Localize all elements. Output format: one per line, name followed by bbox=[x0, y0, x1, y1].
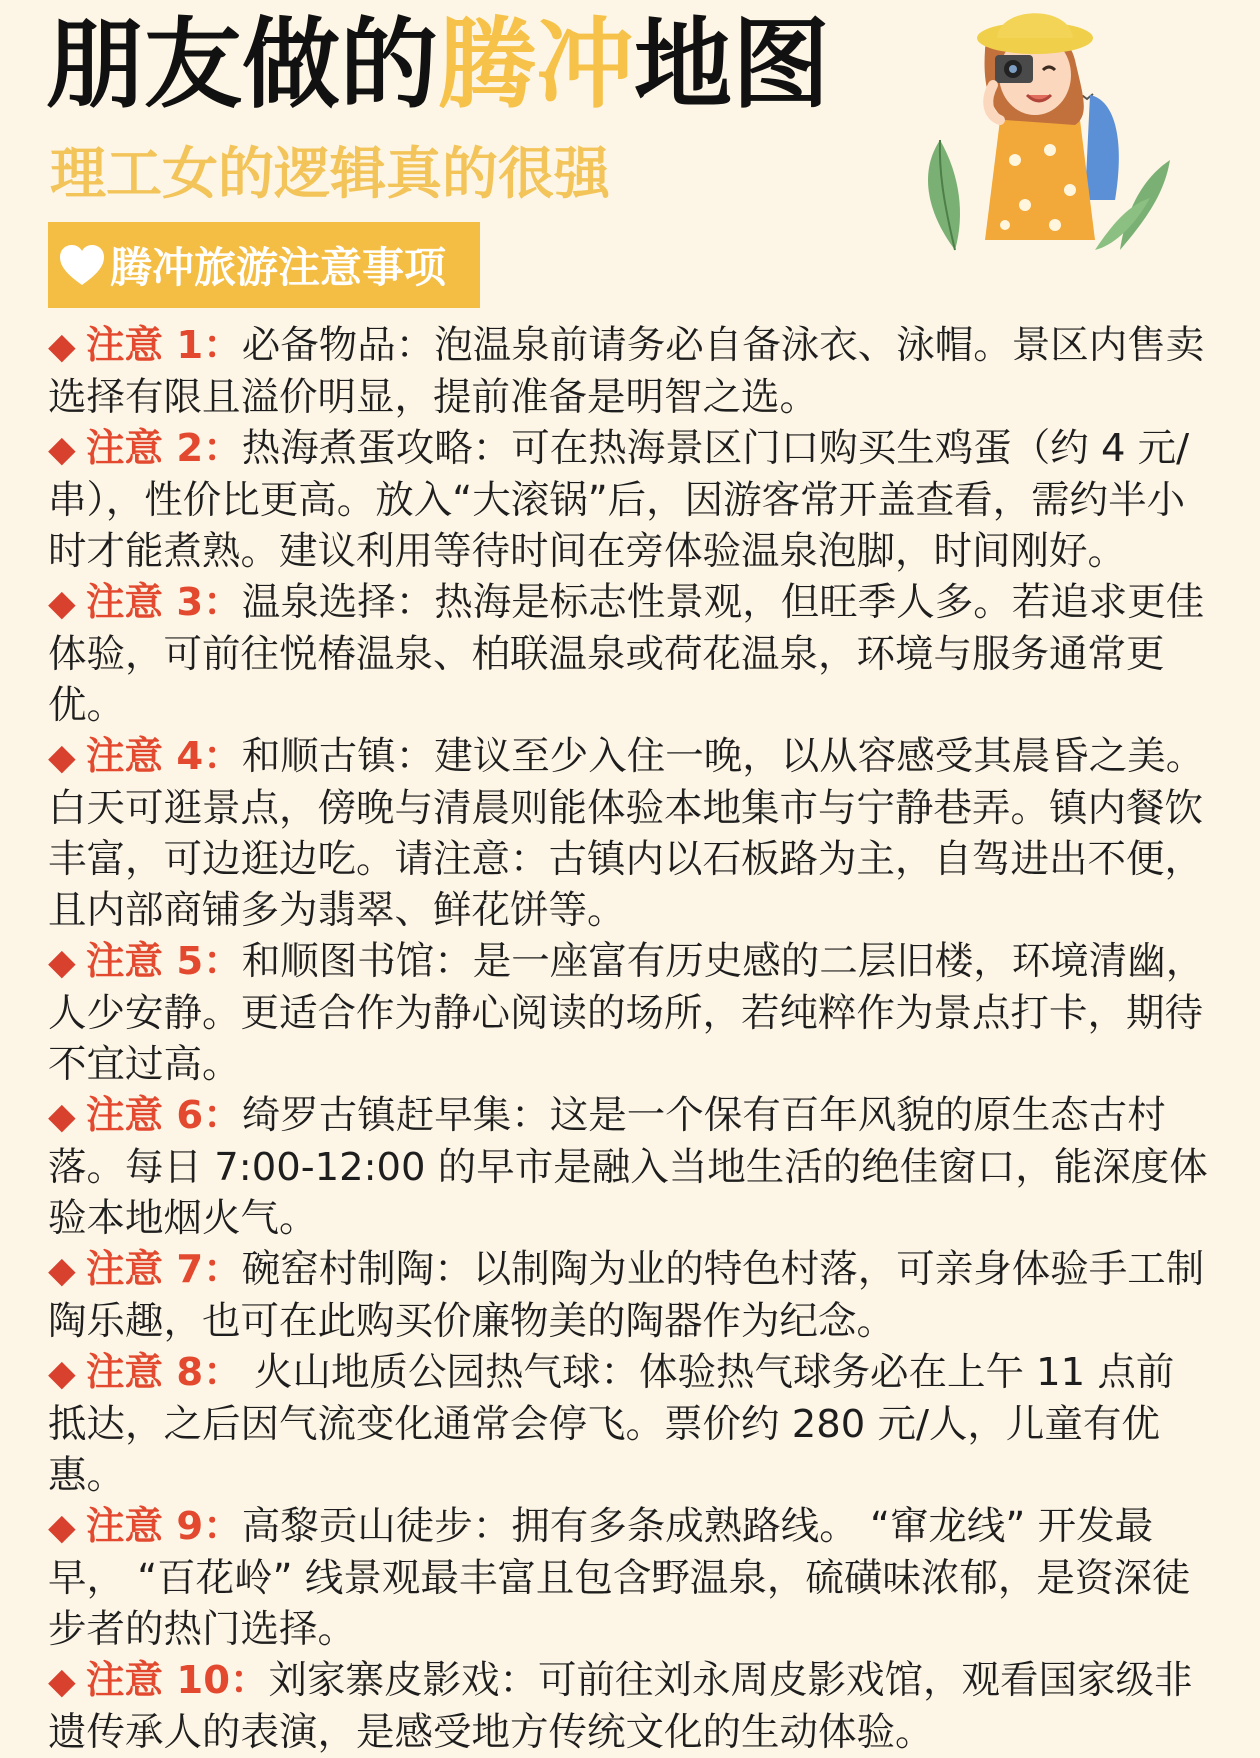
diamond-icon: ◆ bbox=[48, 429, 76, 470]
diamond-icon: ◆ bbox=[48, 1250, 76, 1291]
note-tag: 注意 4： bbox=[86, 734, 242, 779]
note-text: 热海煮蛋攻略：可在热海景区门口购买生鸡蛋（约 4 元/串），性价比更高。放入“大滚锅”后，因游客常开盖查看，需约半小时才能煮熟。建议利用等待时间在旁体验温泉泡脚，时间刚好。 bbox=[48, 426, 1190, 574]
note-text: 绮罗古镇赶早集：这是一个保有百年风貌的原生态古村落。每日 7:00-12:00 的早市是融入当地生活的绝佳窗口，能深度体验本地烟火气。 bbox=[48, 1093, 1208, 1241]
note-text: 和顺古镇：建议至少入住一晚，以从容感受其晨昏之美。白天可逛景点，傍晚与清晨则能体验本地集市与宁静巷弄。镇内餐饮丰富，可边逛边吃。请注意：古镇内以石板路为主，自驾进出不便，且内部商铺多为翡翠、鲜花饼等。 bbox=[48, 734, 1205, 933]
note-item bbox=[48, 423, 1208, 577]
note-tag: 注意 8： bbox=[86, 1350, 242, 1395]
diamond-icon: ◆ bbox=[48, 583, 76, 624]
note-tag: 注意 7： bbox=[86, 1247, 242, 1292]
note-tag: 注意 9： bbox=[86, 1504, 242, 1549]
page-title bbox=[46, 6, 830, 124]
section-label: 腾冲旅游注意事项 bbox=[110, 243, 447, 292]
title-part-1: 朋友做的 bbox=[46, 8, 439, 122]
note-tag: 注意 5： bbox=[86, 939, 242, 984]
diamond-icon: ◆ bbox=[48, 942, 76, 983]
diamond-icon: ◆ bbox=[48, 326, 76, 367]
note-item bbox=[48, 320, 1208, 423]
diamond-icon: ◆ bbox=[48, 1096, 76, 1137]
note-tag: 注意 1： bbox=[86, 323, 242, 368]
title-highlight: 腾冲 bbox=[438, 8, 635, 122]
note-item bbox=[48, 1347, 1208, 1501]
note-item bbox=[48, 1244, 1208, 1347]
note-text: 刘家寨皮影戏：可前往刘永周皮影戏馆，观看国家级非遗传承人的表演，是感受地方传统文化的生动体验。 bbox=[48, 1658, 1193, 1755]
note-tag: 注意 6： bbox=[86, 1093, 242, 1138]
title-part-2: 地图 bbox=[634, 8, 831, 122]
note-text: 必备物品：泡温泉前请务必自备泳衣、泳帽。景区内售卖选择有限且溢价明显，提前准备是明智之选。 bbox=[48, 323, 1205, 420]
note-item bbox=[48, 936, 1208, 1090]
diamond-icon: ◆ bbox=[48, 1353, 76, 1394]
note-text: 高黎贡山徒步：拥有多条成熟路线。 “窜龙线” 开发最早， “百花岭” 线景观最丰富且包含野温泉，硫磺味浓郁，是资深徒步者的热门选择。 bbox=[48, 1504, 1191, 1652]
note-tag: 注意 2： bbox=[86, 426, 242, 471]
section-badge bbox=[48, 222, 480, 308]
diamond-icon: ◆ bbox=[48, 1661, 76, 1702]
heart-icon bbox=[58, 243, 106, 287]
note-text: 火山地质公园热气球：体验热气球务必在上午 11 点前抵达，之后因气流变化通常会停飞。票价约 280 元/人，儿童有优惠。 bbox=[48, 1350, 1175, 1498]
diamond-icon: ◆ bbox=[48, 737, 76, 778]
note-tag: 注意 3： bbox=[86, 580, 242, 625]
note-tag: 注意 10： bbox=[86, 1658, 269, 1703]
note-item bbox=[48, 1655, 1208, 1758]
note-text: 温泉选择：热海是标志性景观，但旺季人多。若追求更佳体验，可前往悦椿温泉、柏联温泉或荷花温泉，环境与服务通常更优。 bbox=[48, 580, 1205, 728]
note-item bbox=[48, 731, 1208, 936]
note-item bbox=[48, 577, 1208, 731]
note-item bbox=[48, 1090, 1208, 1244]
diamond-icon: ◆ bbox=[48, 1507, 76, 1548]
notes-list bbox=[48, 320, 1208, 1758]
note-item bbox=[48, 1501, 1208, 1655]
note-text: 碗窑村制陶：以制陶为业的特色村落，可亲身体验手工制陶乐趣，也可在此购买价廉物美的陶器作为纪念。 bbox=[48, 1247, 1205, 1344]
girl-with-camera-illustration bbox=[915, 0, 1185, 260]
page-subtitle: 理工女的逻辑真的很强 bbox=[50, 142, 610, 207]
note-text: 和顺图书馆：是一座富有历史感的二层旧楼，环境清幽，人少安静。更适合作为静心阅读的场所，若纯粹作为景点打卡，期待不宜过高。 bbox=[48, 939, 1205, 1087]
